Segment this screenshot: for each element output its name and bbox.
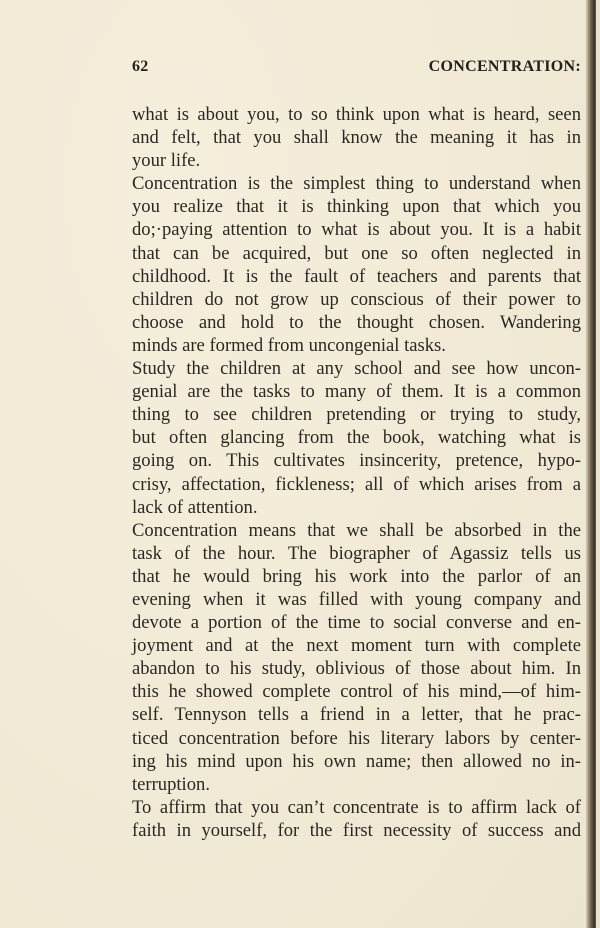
page-number: 62 xyxy=(132,58,149,75)
text-line: ing his mind upon his own name; then allowed no in- xyxy=(132,750,581,772)
text-line: choose and hold to the thought chosen. Wandering xyxy=(132,311,581,333)
text-line: To affirm that you can’t concentrate is to affirm lack of xyxy=(132,796,581,818)
paragraph xyxy=(132,519,581,796)
text-line: going on. This cultivates insincerity, pretence, hypo- xyxy=(132,450,581,472)
text-line: your life. xyxy=(132,150,201,172)
text-line: genial are the tasks to many of them. It is a common xyxy=(132,381,581,403)
text-line: this he showed complete control of his mind,—of him- xyxy=(132,681,581,703)
text-line: childhood. It is the fault of teachers and parents that xyxy=(132,265,581,287)
paragraph xyxy=(132,796,581,842)
text-line: Study the children at any school and see how uncon- xyxy=(132,358,581,380)
text-line: abandon to his study, oblivious of those about him. In xyxy=(132,658,581,680)
text-line: task of the hour. The biographer of Agassiz tells us xyxy=(132,542,581,564)
text-line: Concentration is the simplest thing to understand when xyxy=(132,173,581,195)
text-line: devote a portion of the time to social converse and en- xyxy=(132,612,581,634)
text-line: do;·paying attention to what is about you. It is a habit xyxy=(132,219,581,241)
text-line: what is about you, to so think upon what is heard, seen xyxy=(132,104,581,125)
text-line: but often glancing from the book, watching what is xyxy=(132,427,581,449)
text-line: that he would bring his work into the parlor of an xyxy=(132,565,581,587)
running-title: CONCENTRATION: xyxy=(428,58,581,75)
paragraph xyxy=(132,357,581,519)
text-line: thing to see children pretending or trying to study, xyxy=(132,404,581,426)
paragraph xyxy=(132,172,581,357)
text-line: that can be acquired, but one so often neglected in xyxy=(132,242,581,264)
text-line: terruption. xyxy=(132,773,210,795)
body-text xyxy=(132,103,581,842)
running-head xyxy=(132,58,581,82)
text-line: minds are formed from uncongenial tasks. xyxy=(132,334,446,356)
text-line: lack of attention. xyxy=(132,496,258,518)
text-line: joyment and at the next moment turn with complete xyxy=(132,635,581,657)
text-line: ticed concentration before his literary labors by center- xyxy=(132,727,581,749)
text-line: crisy, affectation, fickleness; all of which arises from a xyxy=(132,473,581,495)
text-line: Concentration means that we shall be absorbed in the xyxy=(132,519,581,541)
paragraph xyxy=(132,103,581,172)
text-line: self. Tennyson tells a friend in a letter, that he prac- xyxy=(132,704,581,726)
text-line: and felt, that you shall know the meaning it has in xyxy=(132,127,581,149)
text-line: children do not grow up conscious of their power to xyxy=(132,288,581,310)
text-line: faith in yourself, for the first necessity of success and xyxy=(132,819,581,841)
facing-page-edge xyxy=(596,0,600,928)
text-line: evening when it was filled with young company and xyxy=(132,588,581,610)
text-line: you realize that it is thinking upon that which you xyxy=(132,196,581,218)
